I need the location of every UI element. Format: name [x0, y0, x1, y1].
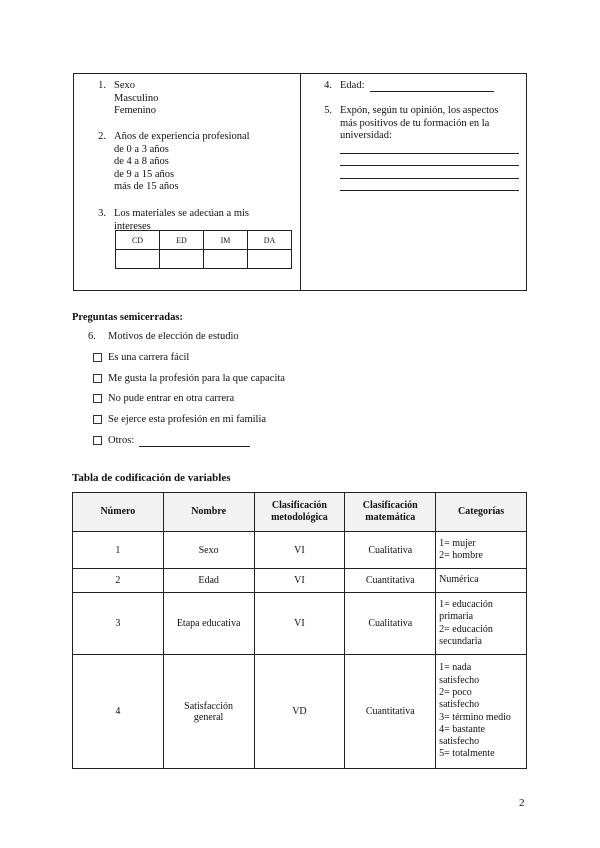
q5-line3: universidad: [340, 130, 392, 141]
semi-closed-heading: Preguntas semicerradas: [72, 312, 183, 323]
age-input-line[interactable] [370, 91, 494, 92]
checkbox-like-profession[interactable] [93, 374, 102, 383]
q2-option-1[interactable]: de 0 a 3 años [114, 143, 169, 155]
scale-header-ed: ED [160, 231, 204, 250]
scale-cell-im[interactable] [204, 250, 248, 269]
option-family-profession: Se ejerce esta profesión en mi familia [108, 414, 267, 425]
answer-line-1[interactable] [340, 153, 519, 154]
q4-number: 4. [324, 80, 332, 91]
header-name: Nombre [163, 493, 254, 532]
q1-number: 1. [98, 80, 106, 91]
checkbox-easy-career[interactable] [93, 353, 102, 362]
row3-methodological: VI [254, 593, 345, 655]
header-number: Número [73, 493, 164, 532]
q3-number: 3. [98, 208, 106, 219]
q5-prompt [340, 105, 498, 143]
row2-name: Edad [163, 569, 254, 593]
row3-mathematical: Cualitativa [345, 593, 436, 655]
table-row [73, 532, 527, 569]
q5-line1: Expón, según tu opinión, los aspectos [340, 105, 499, 116]
answer-line-3[interactable] [340, 178, 519, 179]
option-others: Otros: [108, 435, 135, 446]
scale-cell-da[interactable] [248, 250, 292, 269]
table-row [73, 593, 527, 655]
questionnaire-box [73, 73, 527, 291]
scale-cell-cd[interactable] [116, 250, 160, 269]
row1-categories [436, 532, 527, 569]
q2-option-4[interactable]: más de 15 años [114, 181, 179, 192]
option-easy-career: Es una carrera fácil [108, 352, 190, 363]
row4-number: 4 [73, 655, 164, 769]
row3-cat-1: 1= educación [439, 598, 493, 610]
row1-name: Sexo [163, 532, 254, 569]
row1-cat-2: 2= hombre [439, 550, 483, 561]
scale-header-da: DA [248, 231, 292, 250]
checkbox-others[interactable] [93, 436, 102, 445]
row2-cat-1: Numérica [439, 574, 479, 586]
row4-cat-7: satisfecho [439, 736, 480, 748]
scale-cell-ed[interactable] [160, 250, 204, 269]
row1-mathematical: Cualitativa [345, 532, 436, 569]
row2-methodological: VI [254, 569, 345, 593]
row4-cat-6: 4= bastante [439, 723, 486, 735]
row3-cat-3: 2= educación [439, 623, 493, 635]
row3-number: 3 [73, 593, 164, 655]
header-mathematical: Clasificación matemática [345, 493, 436, 532]
row3-categories [436, 593, 527, 655]
row1-number: 1 [73, 532, 164, 569]
scale-header-cd: CD [116, 231, 160, 250]
q2-option-3[interactable]: de 9 a 15 años [114, 168, 175, 180]
row4-cat-1: 1= nada [439, 662, 472, 674]
row4-name-line2: general [193, 711, 224, 723]
row4-name [163, 655, 254, 769]
row1-methodological: VI [254, 532, 345, 569]
q2-title: Años de experiencia profesional [114, 131, 250, 142]
q2-block [114, 131, 250, 194]
row4-categories [436, 655, 527, 769]
scale-header-im: IM [204, 231, 248, 250]
row1-cat-1: 1= mujer [439, 537, 476, 549]
q5-line2: más positivos de tu formación en la [340, 117, 490, 129]
row4-cat-5: 3= término medio [439, 711, 511, 723]
table-row [73, 569, 527, 593]
row4-methodological: VD [254, 655, 345, 769]
q2-option-2[interactable]: de 4 a 8 años [114, 156, 169, 167]
q1-option-female[interactable]: Femenino [114, 105, 156, 116]
header-categories: Categorías [436, 493, 527, 532]
row2-categories [436, 569, 527, 593]
page-number: 2 [519, 797, 525, 809]
checkbox-family-profession[interactable] [93, 415, 102, 424]
option-no-other-career: No pude entrar en otra carrera [108, 393, 235, 404]
q3-title-line2: intereses [114, 220, 151, 232]
row4-cat-2: satisfecho [439, 674, 480, 686]
q4-label: Edad: [340, 80, 365, 91]
q1-title: Sexo [114, 80, 135, 91]
q1-block [114, 80, 158, 118]
q1-option-male[interactable]: Masculino [114, 92, 159, 104]
row3-cat-4: secundaria [439, 635, 482, 647]
answer-line-2[interactable] [340, 165, 519, 166]
row4-name-line1: Satisfacción [184, 700, 234, 712]
q6-title: Motivos de elección de estudio [108, 331, 239, 342]
row4-mathematical: Cuantitativa [345, 655, 436, 769]
row4-cat-8: 5= totalmente [439, 748, 495, 760]
table-header-row [73, 493, 527, 532]
row4-cat-3: 2= poco [439, 686, 472, 698]
likert-scale-table [115, 230, 292, 269]
row2-mathematical: Cuantitativa [345, 569, 436, 593]
table-row [73, 655, 527, 769]
row2-number: 2 [73, 569, 164, 593]
q5-number: 5. [324, 105, 332, 116]
row3-cat-2: primaria [439, 611, 474, 623]
coding-table [72, 492, 527, 769]
option-like-profession: Me gusta la profesión para la que capacita [108, 373, 285, 384]
column-divider [300, 74, 301, 290]
row3-name: Etapa educativa [163, 593, 254, 655]
row4-cat-4: satisfecho [439, 699, 480, 711]
checkbox-no-other-career[interactable] [93, 394, 102, 403]
q6-number: 6. [88, 331, 96, 342]
header-methodological: Clasificación metodológica [254, 493, 345, 532]
answer-line-4[interactable] [340, 190, 519, 191]
coding-table-title: Tabla de codificación de variables [72, 472, 231, 484]
others-input-line[interactable] [139, 446, 250, 447]
q3-title-line1: Los materiales se adecúan a mis [114, 208, 249, 219]
q2-number: 2. [98, 131, 106, 142]
